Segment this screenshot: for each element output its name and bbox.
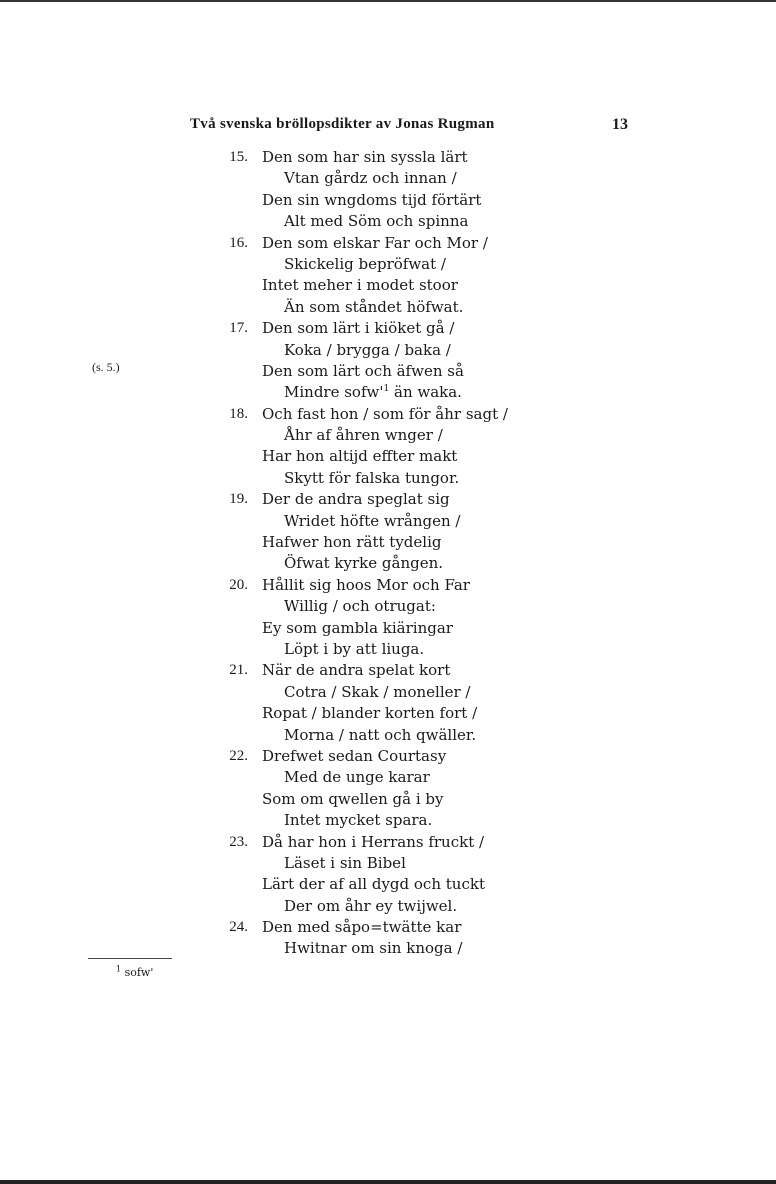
verse-line: Ropat / blander korten fort / <box>262 704 478 723</box>
verse-line: Har hon altijd effter makt <box>262 447 458 466</box>
verse-line: Den som lärt och äfwen så <box>262 361 464 380</box>
verse-line: Och fast hon / som för åhr sagt / <box>262 404 508 423</box>
verse-line-with-footnote <box>284 382 462 403</box>
verse-line: Koka / brygga / baka / <box>284 340 451 359</box>
verse-line: Än som ståndet höfwat. <box>284 297 464 316</box>
verse-line: Morna / natt och qwäller. <box>284 725 477 744</box>
verse-line: Hwitnar om sin knoga / <box>284 939 463 958</box>
stanza-number: 22. <box>229 747 248 764</box>
verse-line: Hållit sig hoos Mor och Far <box>262 575 470 594</box>
verse-line-text: än waka. <box>394 383 462 402</box>
verse-line: Den som har sin syssla lärt <box>262 148 468 166</box>
verse-line: Drefwet sedan Courtasy <box>262 746 447 765</box>
verse-line: Hafwer hon rätt tydelig <box>262 533 442 552</box>
verse-line: Intet meher i modet stoor <box>262 276 458 295</box>
stanza-number: 15. <box>229 149 248 165</box>
verse-line: Då har hon i Herrans fruckt / <box>262 832 485 851</box>
verse-line: Den med såpo=twätte kar <box>262 918 462 937</box>
verse-line: Der om åhr ey twijwel. <box>284 896 458 915</box>
stanza-22 <box>0 746 776 832</box>
verse-line: Willig / och otrugat: <box>284 597 436 616</box>
stanza-16 <box>0 233 776 319</box>
stanza-18 <box>0 404 776 490</box>
verse-line: Skytt för falska tungor. <box>284 468 460 487</box>
stanza-19 <box>0 489 776 575</box>
verse-line: Löpt i by att liuga. <box>284 639 425 658</box>
verse-line: Lärt der af all dygd och tuckt <box>262 875 485 894</box>
verse-line: När de andra spelat kort <box>262 661 451 680</box>
verse-line: Cotra / Skak / moneller / <box>284 682 471 701</box>
stanza-24 <box>0 917 776 960</box>
page-number: 13 <box>612 116 628 133</box>
stanza-17 <box>0 318 776 404</box>
stanza-20 <box>0 575 776 661</box>
verse-line: Skickelig bepröfwat / <box>284 254 446 273</box>
footnote-text: sofw' <box>124 966 154 979</box>
stanza-23 <box>0 832 776 918</box>
footnote-divider <box>88 958 172 959</box>
verse-line-text: Mindre sofw' <box>284 383 384 402</box>
footnote <box>116 966 153 979</box>
verse-line: Den som elskar Far och Mor / <box>262 233 488 252</box>
footnote-marker: 1 <box>383 384 390 395</box>
stanza-number: 21. <box>229 662 248 679</box>
stanza-number: 16. <box>229 234 248 251</box>
stanza-15 <box>0 147 776 233</box>
verse-line: Som om qwellen gå i by <box>262 789 444 808</box>
footnote-number: 1 <box>116 964 122 974</box>
stanza-number: 17. <box>229 320 248 337</box>
verse-line: Den sin wngdoms tijd förtärt <box>262 190 482 209</box>
verse-line: Ey som gambla kiäringar <box>262 618 453 637</box>
verse-line: Wridet höfte wrången / <box>284 511 461 530</box>
verse-line: Den som lärt i kiöket gå / <box>262 319 455 338</box>
verse-line: Intet mycket spara. <box>284 811 433 830</box>
stanza-number: 23. <box>229 833 248 850</box>
verse-line: Med de unge karar <box>284 768 430 787</box>
margin-reference: (s. 5.) <box>92 360 120 374</box>
verse-line: Åhr af åhren wnger / <box>284 426 443 445</box>
stanza-number: 24. <box>229 919 248 936</box>
verse-line: Der de andra speglat sig <box>262 490 450 509</box>
verse-line: Vtan gårdz och innan / <box>284 169 457 188</box>
verse-line: Alt med Söm och spinna <box>284 212 469 231</box>
verse-line: Läset i sin Bibel <box>284 853 406 872</box>
stanza-21 <box>0 660 776 746</box>
stanza-number: 20. <box>229 576 248 593</box>
running-title: Två svenska bröllopsdikter av Jonas Rugman <box>190 116 495 132</box>
scan-top-border <box>0 0 776 2</box>
stanza-number: 18. <box>229 405 248 422</box>
scan-bottom-border <box>0 1180 776 1184</box>
poem <box>0 147 776 960</box>
verse-line: Öfwat kyrke gången. <box>284 554 444 573</box>
stanza-number: 19. <box>229 491 248 508</box>
